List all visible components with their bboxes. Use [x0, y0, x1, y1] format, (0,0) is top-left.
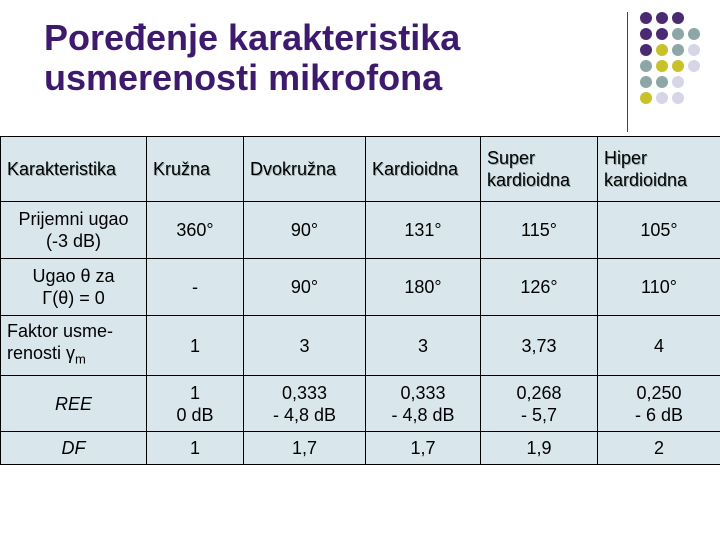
table-header-row	[1, 137, 720, 202]
table-cell: 1 0 dB	[147, 376, 244, 432]
header-cell: Karakteristika	[1, 137, 147, 202]
table-cell: 2	[598, 432, 720, 465]
slide-title-line2: usmerenosti mikrofona	[44, 57, 443, 98]
table-cell: 0,268 - 5,7	[481, 376, 598, 432]
dot-icon	[672, 92, 684, 104]
table-cell: 90°	[244, 259, 366, 316]
table-cell: 110°	[598, 259, 720, 316]
table-cell: 1,7	[366, 432, 481, 465]
header-cell: Dvokružna	[244, 137, 366, 202]
dot-icon	[656, 28, 668, 40]
dot-icon	[672, 12, 684, 24]
table-cell: 1,9	[481, 432, 598, 465]
dot-icon	[688, 28, 700, 40]
dot-icon	[656, 44, 668, 56]
comparison-table	[0, 136, 720, 465]
dot-icon	[672, 44, 684, 56]
dot-icon	[672, 28, 684, 40]
slide-title	[44, 18, 604, 98]
slide-title-line1: Poređenje karakteristika	[44, 17, 461, 58]
dot-icon	[656, 12, 668, 24]
table-cell: 1,7	[244, 432, 366, 465]
table-row	[1, 202, 720, 259]
table-cell: 3,73	[481, 316, 598, 376]
table-cell: 0,250 - 6 dB	[598, 376, 720, 432]
table-row	[1, 432, 720, 465]
dot-icon	[688, 60, 700, 72]
table-cell: 1	[147, 432, 244, 465]
table-row	[1, 376, 720, 432]
decorative-dot-grid	[636, 6, 720, 116]
table-cell: 360°	[147, 202, 244, 259]
table-cell: 131°	[366, 202, 481, 259]
dot-icon	[656, 92, 668, 104]
dot-icon	[656, 76, 668, 88]
table-cell: 90°	[244, 202, 366, 259]
dot-icon	[640, 28, 652, 40]
row-label: Faktor usme- renosti $\gamma_m$	[1, 316, 147, 376]
row-label: Prijemni ugao (-3 dB)	[1, 202, 147, 259]
row-label: REE	[1, 376, 147, 432]
dot-icon	[672, 60, 684, 72]
header-cell: Hiper kardioidna	[598, 137, 720, 202]
table-cell: 1	[147, 316, 244, 376]
dot-icon	[640, 92, 652, 104]
table-cell: 3	[244, 316, 366, 376]
dot-icon	[672, 76, 684, 88]
dot-icon	[688, 44, 700, 56]
dot-icon	[640, 44, 652, 56]
table-cell: 115°	[481, 202, 598, 259]
dot-icon	[640, 76, 652, 88]
table-cell: -	[147, 259, 244, 316]
table-cell: 0,333 - 4,8 dB	[244, 376, 366, 432]
header-cell: Super kardioidna	[481, 137, 598, 202]
decorative-divider	[627, 12, 628, 132]
dot-icon	[656, 60, 668, 72]
table-cell: 180°	[366, 259, 481, 316]
table-cell: 3	[366, 316, 481, 376]
dot-icon	[640, 60, 652, 72]
dot-icon	[640, 12, 652, 24]
table-cell: 0,333 - 4,8 dB	[366, 376, 481, 432]
table-cell: 126°	[481, 259, 598, 316]
table-cell: 4	[598, 316, 720, 376]
header-cell: Kružna	[147, 137, 244, 202]
table-cell: 105°	[598, 202, 720, 259]
row-label: Ugao θ za Γ(θ) = 0	[1, 259, 147, 316]
row-label: DF	[1, 432, 147, 465]
table-row	[1, 316, 720, 376]
table-row	[1, 259, 720, 316]
header-cell: Kardioidna	[366, 137, 481, 202]
